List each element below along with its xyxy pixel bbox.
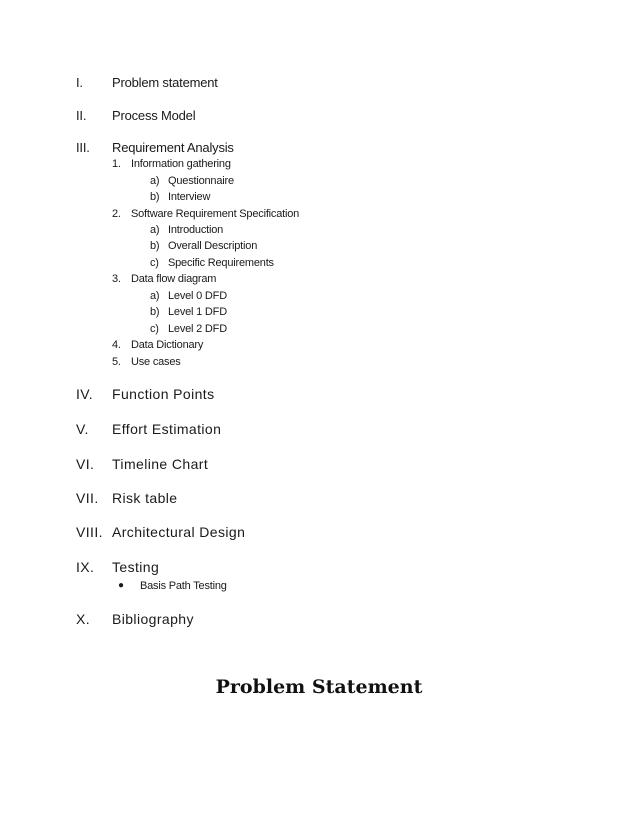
subentry-label: Data flow diagram (131, 273, 217, 285)
subsubentry-letter: a) (150, 175, 160, 187)
subentry-number: 2. (112, 208, 121, 220)
toc-numeral: II. (76, 108, 87, 123)
subsubentry-label: Introduction (168, 224, 224, 236)
subentry-number: 5. (112, 356, 121, 368)
subentry-label: Data Dictionary (131, 339, 204, 351)
toc-numeral: III. (76, 140, 90, 155)
subsubentry-label: Level 1 DFD (168, 306, 227, 318)
toc-numeral: VII. (76, 490, 99, 506)
subentry-number: 4. (112, 339, 121, 351)
toc-numeral: VI. (76, 456, 95, 472)
toc-numeral: IX. (76, 559, 95, 575)
toc-label: Effort Estimation (112, 421, 222, 437)
subentry-label: Information gathering (131, 158, 231, 170)
toc-numeral: IV. (76, 386, 94, 402)
subsubentry-label: Level 2 DFD (168, 323, 227, 335)
subentry-number: 3. (112, 273, 121, 285)
toc-numeral: VIII. (76, 524, 103, 540)
toc-label: Problem statement (112, 75, 218, 90)
subsubentry-letter: b) (150, 191, 160, 203)
subsubentry-letter: b) (150, 240, 160, 252)
section-heading: Problem Statement (215, 676, 423, 698)
subsubentry-letter: b) (150, 306, 160, 318)
subsubentry-letter: a) (150, 224, 160, 236)
toc-label: Testing (112, 559, 160, 575)
toc-label: Function Points (112, 386, 215, 402)
toc-numeral: I. (76, 75, 83, 90)
subentry-label: Use cases (131, 356, 181, 368)
toc-label: Process Model (112, 108, 196, 123)
subsubentry-letter: a) (150, 290, 160, 302)
toc-label: Architectural Design (112, 524, 246, 540)
toc-label: Requirement Analysis (112, 140, 234, 155)
toc-label: Bibliography (112, 611, 194, 627)
toc-label: Risk table (112, 490, 178, 506)
subsubentry-letter: c) (150, 323, 159, 335)
subsubentry-label: Level 0 DFD (168, 290, 227, 302)
bullet-label: Basis Path Testing (140, 580, 227, 592)
toc-numeral: V. (76, 421, 89, 437)
bullet-icon: ● (118, 580, 124, 591)
subsubentry-label: Questionnaire (168, 175, 234, 187)
subentry-number: 1. (112, 158, 121, 170)
subsubentry-label: Interview (168, 191, 211, 203)
subentry-label: Software Requirement Specification (131, 208, 300, 220)
subsubentry-letter: c) (150, 257, 159, 269)
toc-numeral: X. (76, 611, 91, 627)
toc-label: Timeline Chart (112, 456, 209, 472)
subsubentry-label: Specific Requirements (168, 257, 274, 269)
subsubentry-label: Overall Description (168, 240, 258, 252)
